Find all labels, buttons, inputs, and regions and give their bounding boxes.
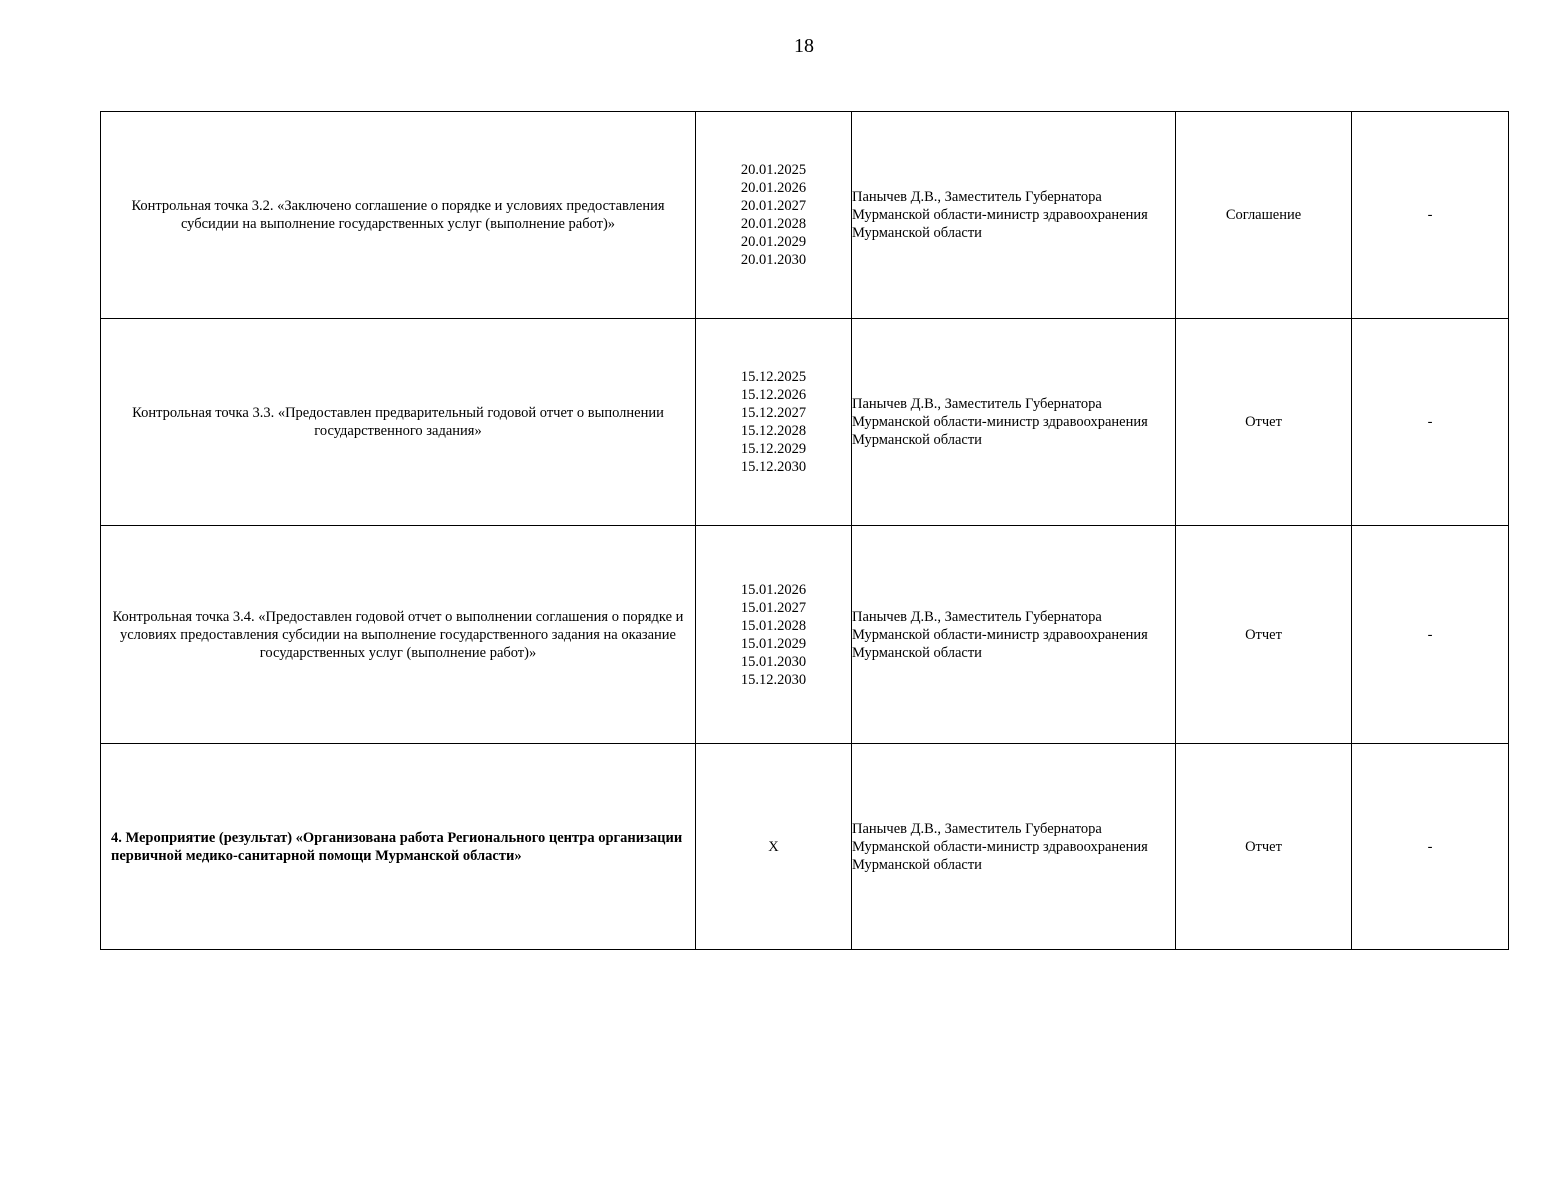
responsible-person: Панычев Д.В., Заместитель Губернатора Мурманской области-министр здравоохранения Мурманской области bbox=[852, 319, 1176, 526]
deadline-date: 15.12.2030 bbox=[740, 459, 807, 475]
deadline-date: 20.01.2030 bbox=[740, 252, 807, 268]
deadline-date: 20.01.2028 bbox=[740, 216, 807, 232]
deadline-date: 15.01.2028 bbox=[740, 617, 807, 634]
table-row bbox=[101, 112, 1509, 319]
control-point-name bbox=[101, 319, 696, 526]
deadline-date: 20.01.2025 bbox=[740, 162, 807, 178]
table-row bbox=[101, 744, 1509, 950]
control-point-text: Контрольная точка 3.4. «Предоставлен годовой отчет о выполнении соглашения о порядке и условиях предоставления субсидии на выполнение государственного задания на оказание государственных услуг (выполнение работ)» bbox=[112, 608, 684, 661]
deadline-date: 15.01.2027 bbox=[740, 599, 807, 616]
deadline-date: 15.12.2025 bbox=[740, 369, 807, 385]
confirming-document: Отчет bbox=[1176, 319, 1352, 526]
deadline-date: 15.12.2030 bbox=[740, 671, 807, 688]
information-system: - bbox=[1352, 112, 1509, 319]
deadline-date: X bbox=[768, 838, 779, 855]
deadline-date: 15.12.2028 bbox=[740, 423, 807, 439]
deadline-date: 20.01.2029 bbox=[740, 234, 807, 250]
page-number: 18 bbox=[794, 35, 814, 57]
deadline-dates-cell bbox=[696, 744, 852, 950]
confirming-document: Отчет bbox=[1176, 744, 1352, 950]
confirming-document: Соглашение bbox=[1176, 112, 1352, 319]
table-row bbox=[101, 319, 1509, 526]
deadline-dates-cell bbox=[696, 112, 852, 319]
control-point-text: Контрольная точка 3.3. «Предоставлен предварительный годовой отчет о выполнении государственного задания» bbox=[132, 405, 664, 439]
deadline-date: 15.01.2030 bbox=[740, 653, 807, 670]
information-system: - bbox=[1352, 319, 1509, 526]
table-row bbox=[101, 526, 1509, 744]
control-points-table bbox=[100, 111, 1509, 950]
deadline-dates-cell bbox=[696, 319, 852, 526]
deadline-date: 20.01.2027 bbox=[740, 198, 807, 214]
deadline-date: 15.12.2029 bbox=[740, 441, 807, 457]
responsible-person: Панычев Д.В., Заместитель Губернатора Мурманской области-министр здравоохранения Мурманской области bbox=[852, 112, 1176, 319]
measure-text: 4. Мероприятие (результат) «Организована работа Регионального центра организации первичной медико-санитарной помощи Мурманской области» bbox=[111, 829, 683, 864]
measure-name bbox=[101, 744, 696, 950]
control-point-text: Контрольная точка 3.2. «Заключено соглашение о порядке и условиях предоставления субсидии на выполнение государственных услуг (выполнение работ)» bbox=[131, 198, 665, 232]
responsible-person: Панычев Д.В., Заместитель Губернатора Мурманской области-министр здравоохранения Мурманской области bbox=[852, 526, 1176, 744]
deadline-date: 20.01.2026 bbox=[740, 180, 807, 196]
deadline-date: 15.01.2026 bbox=[740, 581, 807, 598]
information-system: - bbox=[1352, 744, 1509, 950]
control-point-name bbox=[101, 526, 696, 744]
deadline-dates-cell bbox=[696, 526, 852, 744]
responsible-person: Панычев Д.В., Заместитель Губернатора Мурманской области-министр здравоохранения Мурманской области bbox=[852, 744, 1176, 950]
confirming-document: Отчет bbox=[1176, 526, 1352, 744]
deadline-date: 15.12.2027 bbox=[740, 405, 807, 421]
control-point-name bbox=[101, 112, 696, 319]
deadline-date: 15.12.2026 bbox=[740, 387, 807, 403]
information-system: - bbox=[1352, 526, 1509, 744]
deadline-date: 15.01.2029 bbox=[740, 635, 807, 652]
